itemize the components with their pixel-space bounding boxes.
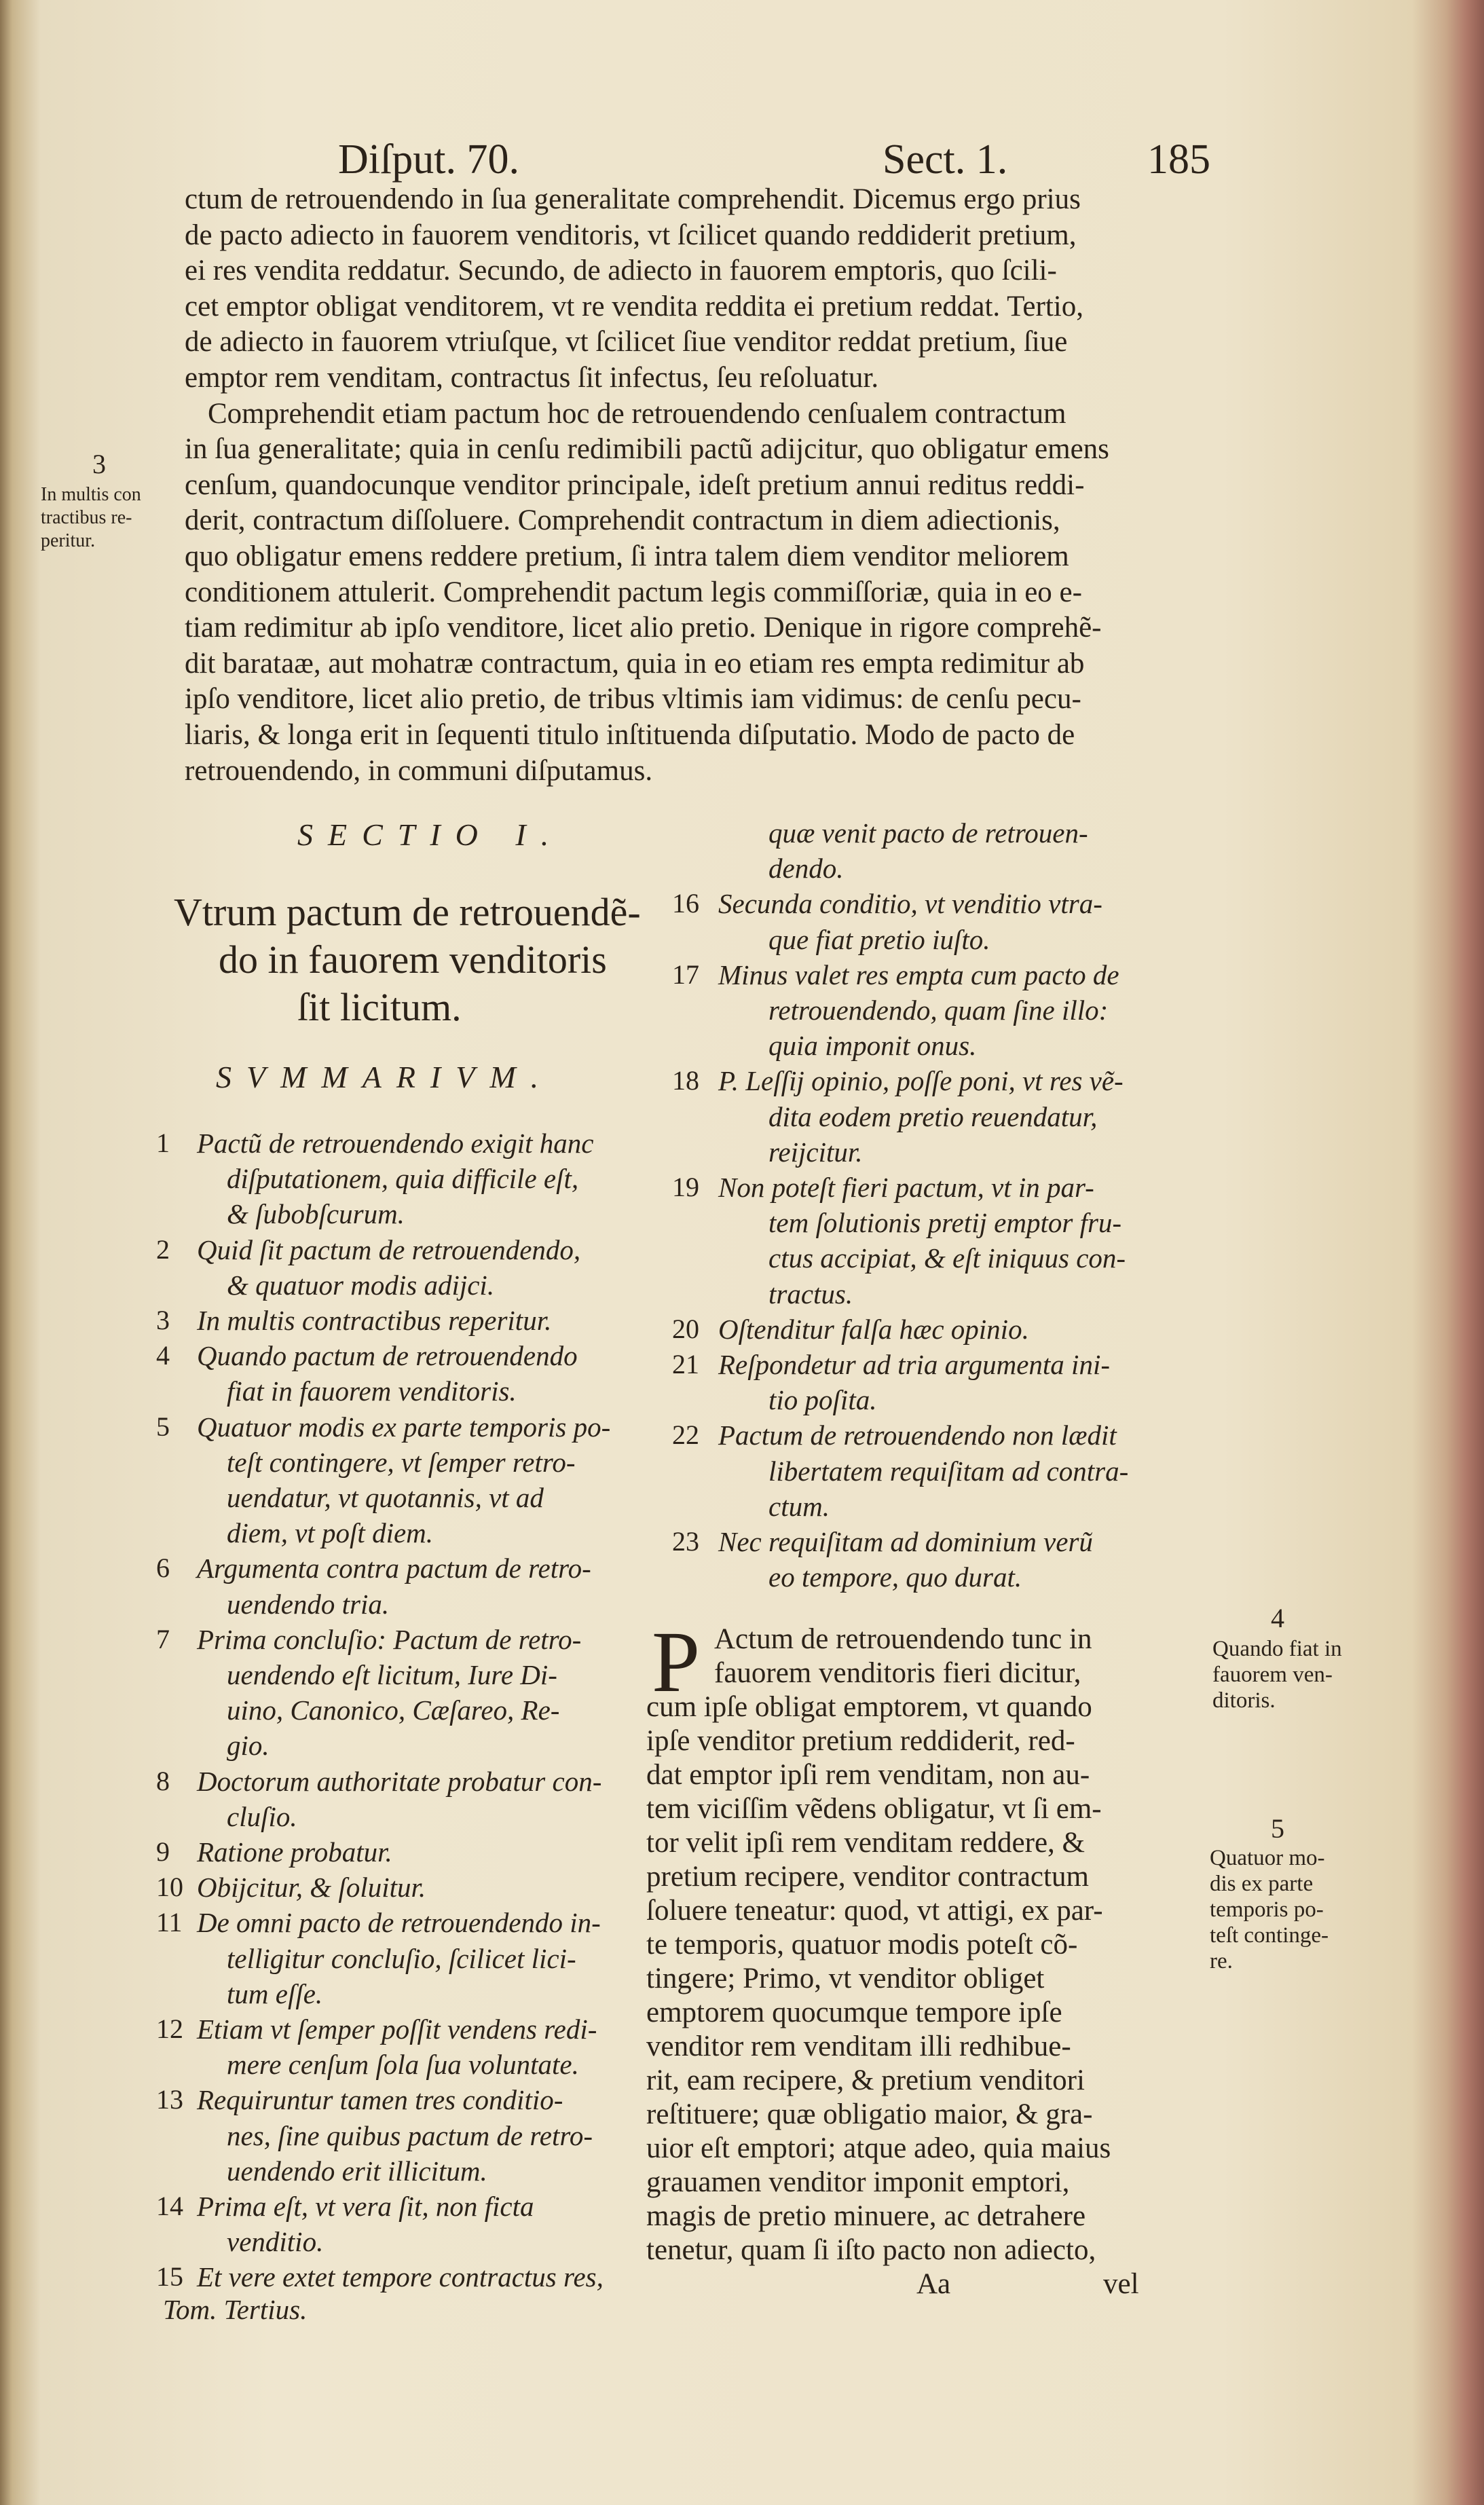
body-line: venditor rem venditam illi redhibue- [646, 2030, 1071, 2062]
summary-item-line: tem ſolutionis pretij emptor fru- [768, 1207, 1122, 1239]
body-line: tem viciſſim vẽdens obligatur, vt ſi em- [646, 1793, 1102, 1825]
catchword: vel [1103, 2268, 1139, 2300]
summary-item-line: reijcitur. [768, 1136, 863, 1168]
summary-item-number: 17 [672, 959, 699, 990]
intro-line: in ſua generalitate; quia in cenſu redimibili pactũ adijcitur, quo obligatur emens [185, 433, 1109, 466]
summary-item-line: Argumenta contra pactum de retro- [197, 1553, 591, 1584]
summarium-heading: SVMMARIVM. [216, 1060, 554, 1094]
intro-line: liaris, & longa erit in ſequenti titulo inſtituenda diſputatio. Modo de pacto de [185, 719, 1075, 751]
intro-line: ei res vendita reddatur. Secundo, de adiecto in fauorem emptoris, quo ſcili- [185, 255, 1057, 287]
summary-item-line: Requiruntur tamen tres conditio- [197, 2084, 563, 2116]
summary-item-line: tum eſſe. [227, 1978, 323, 2009]
summary-item-line: uendendo tria. [227, 1588, 390, 1620]
summary-item-line: Doctorum authoritate probatur con- [197, 1765, 602, 1797]
summary-item-line: venditio. [227, 2226, 324, 2258]
summary-item-line: retrouendendo, quam ſine illo: [768, 995, 1109, 1026]
summary-item-line: Non poteſt fieri pactum, vt in par- [718, 1172, 1094, 1203]
summary-item-line: tio poſita. [768, 1384, 877, 1416]
summary-item-line: nes, ſine quibus pactum de retro- [227, 2119, 593, 2151]
section-title-line: Vtrum pactum de retrouendẽ- [174, 890, 641, 934]
summary-item-line: Ratione probatur. [197, 1836, 392, 1868]
body-line: tenetur, quam ſi iſto pacto non adiecto, [646, 2234, 1096, 2266]
summary-item-line: gio. [227, 1730, 270, 1762]
body-line: grauamen venditor imponit emptori, [646, 2166, 1070, 2198]
summary-item-line: eo tempore, quo durat. [768, 1561, 1022, 1593]
summary-item-line: & quatuor modis adijci. [227, 1269, 495, 1301]
summary-item-line: mere cenſum ſola ſua voluntate. [227, 2049, 579, 2081]
summary-item-number: 13 [156, 2084, 183, 2115]
summary-item-line: Et vere extet tempore contractus res, [197, 2261, 604, 2293]
summary-item-line: dita eodem pretio reuendatur, [768, 1100, 1098, 1132]
summary-item-line: Minus valet res empta cum pacto de [718, 959, 1119, 990]
margin-note-line: ditoris. [1212, 1688, 1276, 1713]
summary-item-number: 9 [156, 1836, 170, 1867]
summary-item-line: Pactum de retrouendendo non lædit [718, 1420, 1117, 1451]
summary-item-number: 5 [156, 1411, 170, 1442]
page-number: 185 [1147, 136, 1210, 183]
summary-item-line: uendatur, vt quotannis, vt ad [227, 1482, 544, 1513]
body-line: dat emptor ipſi rem venditam, non au- [646, 1759, 1090, 1791]
summary-item-line: ctus accipiat, & eſt iniquus con- [768, 1242, 1126, 1274]
summary-item-line: cluſio. [227, 1800, 297, 1832]
margin-note-right [1210, 1845, 1329, 1974]
body-line: magis de pretio minuere, ac detrahere [646, 2200, 1086, 2232]
intro-line: tiam redimitur ab ipſo venditore, licet alio pretio. Denique in rigore comprehẽ- [185, 612, 1102, 644]
summary-item-number: 1 [156, 1128, 170, 1158]
body-line: Actum de retrouendendo tunc in [714, 1623, 1092, 1655]
summary-item-line: Prima eſt, vt vera ſit, non ficta [197, 2191, 534, 2222]
summary-item-number: 21 [672, 1349, 699, 1379]
signature-mark: Aa [916, 2268, 951, 2300]
intro-line: ipſo venditore, licet alio pretio, de tribus vltimis iam vidimus: de cenſu pecu- [185, 683, 1081, 716]
summary-item-number: 16 [672, 888, 699, 919]
summary-item-number: 10 [156, 1872, 183, 1903]
margin-note-line: Quatuor mo- [1210, 1846, 1325, 1870]
summary-item-number: 6 [156, 1553, 170, 1584]
summary-item-line: In multis contractibus reperitur. [197, 1305, 552, 1336]
intro-line: derit, contractum diſſoluere. Comprehendit contractum in diem adiectionis, [185, 504, 1060, 537]
section-title-line: do in fauorem venditoris [219, 938, 607, 982]
summary-item-number: 15 [156, 2261, 183, 2293]
summary-item-line: Quatuor modis ex parte temporis po- [197, 1411, 611, 1443]
summary-item-line: diſputationem, quia difficile eſt, [227, 1163, 579, 1195]
margin-note-number: 5 [1271, 1813, 1284, 1844]
intro-line: cenſum, quandocunque venditor principale, ideſt pretium annui reditus reddi- [185, 468, 1085, 501]
intro-line: dit barataæ, aut mohatræ contractum, quia in eo etiam res empta redimitur ab [185, 647, 1085, 680]
summary-item-number: 12 [156, 2014, 183, 2044]
summary-item-line: telligitur concluſio, ſcilicet lici- [227, 1942, 576, 1974]
body-line: ipſe venditor pretium reddiderit, red- [646, 1725, 1075, 1757]
summary-item-number: 18 [672, 1065, 699, 1096]
summary-item-number: 23 [672, 1526, 699, 1557]
body-line: uior eſt emptori; atque adeo, quia maius [646, 2132, 1111, 2164]
summary-item-number: 2 [156, 1233, 170, 1265]
summary-item-line: Reſpondetur ad tria argumenta ini- [718, 1349, 1110, 1380]
margin-note-number: 3 [92, 449, 106, 479]
body-line: te temporis, quatuor modis poteſt cõ- [646, 1929, 1078, 1961]
intro-line: quo obligatur emens reddere pretium, ſi intra talem diem venditor meliorem [185, 540, 1069, 572]
body-line: ſoluere teneatur: quod, vt attigi, ex par- [646, 1895, 1103, 1927]
margin-note-line: tractibus re- [41, 507, 132, 528]
summary-item-line: quia imponit onus. [768, 1030, 977, 1062]
summary-item-line: De omni pacto de retrouendendo in- [197, 1907, 601, 1939]
margin-note-line: peritur. [41, 530, 96, 551]
margin-note-line: temporis po- [1210, 1897, 1324, 1922]
margin-note-line: fauorem ven- [1212, 1663, 1333, 1687]
margin-note-line: In multis con [41, 484, 141, 505]
summary-item-line: & ſubobſcurum. [227, 1198, 405, 1230]
body-line: tingere; Primo, vt venditor obliget [646, 1963, 1045, 1994]
section-title-line: ſit licitum. [297, 985, 462, 1029]
summary-item-line: Pactũ de retrouendendo exigit hanc [197, 1128, 594, 1159]
summary-item-number: 19 [672, 1172, 699, 1202]
margin-note-line: dis ex parte [1210, 1872, 1314, 1896]
margin-note-line: re. [1210, 1949, 1233, 1973]
summary-item-number: 14 [156, 2191, 183, 2221]
summary-item-line: que fiat pretio iuſto. [768, 923, 990, 955]
summary-item-number: 8 [156, 1765, 170, 1796]
body-line: tor velit ipſi rem venditam reddere, & [646, 1827, 1085, 1859]
section-label: SECTIO I. [297, 817, 564, 852]
summary-item-line: Nec requiſitam ad dominium verũ [718, 1526, 1093, 1557]
margin-note-right [1212, 1636, 1342, 1713]
body-line: fauorem venditoris fieri dicitur, [714, 1657, 1081, 1689]
signature-volume: Tom. Tertius. [163, 2294, 308, 2325]
margin-note-line: Quando fiat in [1212, 1637, 1342, 1661]
summary-item-line: teſt contingere, vt ſemper retro- [227, 1446, 576, 1478]
summary-item-line: quæ venit pacto de retrouen- [768, 817, 1088, 849]
margin-note-left [41, 483, 141, 553]
summary-item-line: Etiam vt ſemper poſſit vendens redi- [197, 2014, 597, 2045]
intro-line: retrouendendo, in communi diſputamus. [185, 754, 653, 787]
margin-note-line: teſt continge- [1210, 1923, 1329, 1948]
summary-item-number: 4 [156, 1340, 170, 1371]
intro-line: conditionem attulerit. Comprehendit pactum legis commiſſoriæ, quia in eo e- [185, 576, 1082, 608]
summary-item-line: ctum. [768, 1490, 830, 1522]
running-head-disputation: Diſput. 70. [338, 136, 519, 183]
summary-item-line: Quando pactum de retrouendendo [197, 1340, 578, 1372]
summary-item-line: Secunda conditio, vt venditio vtra- [718, 888, 1102, 920]
intro-line: de adiecto in fauorem vtriuſque, vt ſcilicet ſiue venditor reddat pretium, ſiue [185, 326, 1068, 358]
summary-item-line: Prima concluſio: Pactum de retro- [197, 1623, 582, 1655]
margin-note-number: 4 [1271, 1603, 1284, 1633]
summary-item-line: libertatem requiſitam ad contra- [768, 1455, 1129, 1487]
body-line: rit, eam recipere, & pretium venditori [646, 2064, 1085, 2096]
summary-item-line: fiat in fauorem venditoris. [227, 1375, 517, 1407]
drop-cap: P [652, 1614, 701, 1710]
summary-item-number: 11 [156, 1907, 183, 1938]
summary-item-line: uendendo eſt licitum, Iure Di- [227, 1659, 557, 1690]
summary-item-line: diem, vt poſt diem. [227, 1517, 434, 1549]
summary-item-number: 22 [672, 1420, 699, 1451]
summary-item-line: Obijcitur, & ſoluitur. [197, 1872, 426, 1904]
summary-item-line: uendendo erit illicitum. [227, 2155, 487, 2187]
summary-item-number: 3 [156, 1305, 170, 1335]
running-head-section: Sect. 1. [883, 136, 1008, 183]
intro-line: de pacto adiecto in fauorem venditoris, vt ſcilicet quando reddiderit pretium, [185, 219, 1077, 251]
body-line: cum ipſe obligat emptorem, vt quando [646, 1691, 1092, 1723]
summary-item-number: 7 [156, 1623, 170, 1654]
intro-line: cet emptor obligat venditorem, vt re vendita reddita ei pretium reddat. Tertio, [185, 290, 1083, 322]
summary-item-line: P. Leſſij opinio, poſſe poni, vt res vẽ- [718, 1065, 1124, 1097]
summary-item-line: uino, Canonico, Cæſareo, Re- [227, 1694, 560, 1726]
body-line: emptorem quocumque tempore ipſe [646, 1997, 1062, 2028]
summary-item-line: Quid ſit pactum de retrouendendo, [197, 1233, 581, 1265]
summary-item-line: Oſtenditur falſa hæc opinio. [718, 1313, 1029, 1345]
intro-line: ctum de retrouendendo in ſua generalitate comprehendit. Dicemus ergo prius [185, 183, 1081, 215]
summary-item-line: tractus. [768, 1278, 853, 1310]
body-line: pretium recipere, venditor contractum [646, 1861, 1089, 1893]
summary-item-number: 20 [672, 1313, 699, 1344]
intro-line: Comprehendit etiam pactum hoc de retrouendendo cenſualem contractum [208, 397, 1066, 430]
intro-line: emptor rem venditam, contractus ſit infectus, ſeu reſoluatur. [185, 362, 879, 394]
summary-item-line: dendo. [768, 853, 844, 885]
body-line: reſtituere; quæ obligatio maior, & gra- [646, 2098, 1093, 2130]
